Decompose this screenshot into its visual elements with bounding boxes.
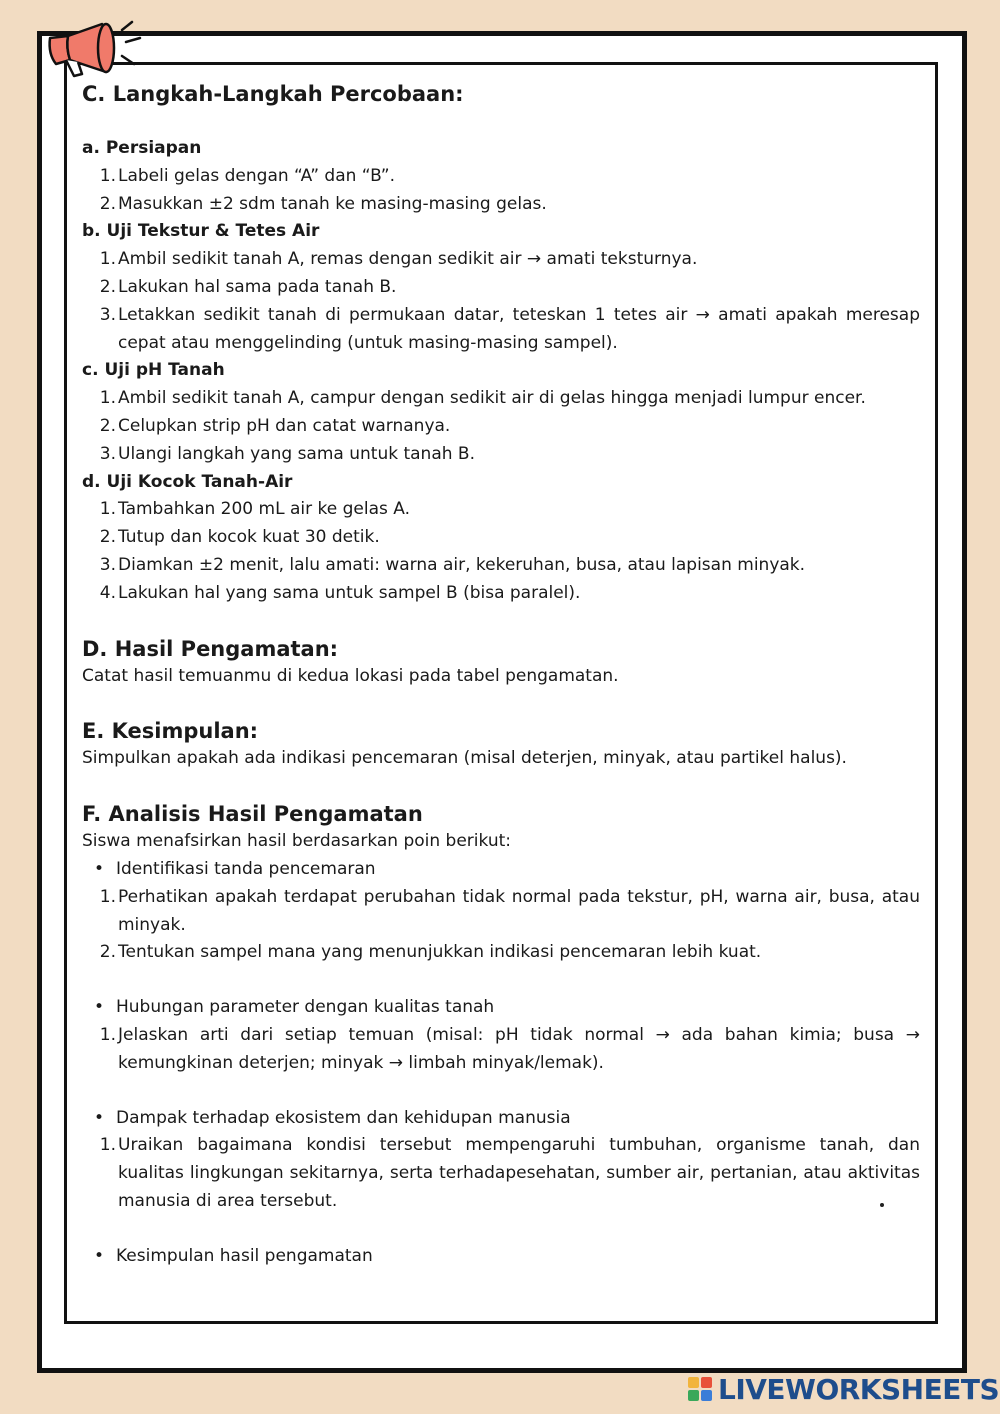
list-item: 2. Masukkan ±2 sdm tanah ke masing-masing gelas.: [99, 193, 547, 214]
list-item: 1. Uraikan bagaimana kondisi tersebut mempengaruhi tumbuhan, organisme tanah, dan kualitas lingkungan sekitarnya, serta terhadapesehatan, sumber air, pertanian, atau aktivitas manusia di area tersebut.: [99, 1135, 920, 1211]
section-f-title: F. Analisis Hasil Pengamatan: [82, 802, 423, 827]
section-f-intro: Siswa menafsirkan hasil berdasarkan poin berikut:: [82, 831, 512, 852]
list-item: 3. Ulangi langkah yang sama untuk tanah B.: [99, 443, 475, 464]
stray-dot: [880, 1203, 884, 1207]
subsection-b-title: b. Uji Tekstur & Tetes Air: [82, 221, 320, 242]
list-item: 1. Ambil sedikit tanah A, campur dengan sedikit air di gelas hingga menjadi lumpur encer.: [99, 388, 866, 409]
worksheet-content: [82, 80, 920, 1271]
section-c-title: C. Langkah-Langkah Percobaan:: [82, 82, 464, 106]
liveworksheets-logo[interactable]: [688, 1372, 999, 1406]
subsection-c-title: c. Uji pH Tanah: [82, 360, 225, 381]
list-item: 1. Jelaskan arti dari setiap temuan (misal: pH tidak normal → ada bahan kimia; busa → kemungkinan deterjen; minyak → limbah minyak/lemak).: [99, 1024, 920, 1073]
list-item: 1. Tambahkan 200 mL air ke gelas A.: [99, 499, 410, 520]
list-item: 4. Lakukan hal yang sama untuk sampel B (bisa paralel).: [99, 582, 581, 603]
list-item: 3. Diamkan ±2 menit, lalu amati: warna air, kekeruhan, busa, atau lapisan minyak.: [99, 554, 806, 575]
list-item: 3. Letakkan sedikit tanah di permukaan datar, teteskan 1 tetes air → amati apakah meresap cepat atau menggelinding (untuk masing-masing sampel).: [99, 304, 920, 353]
section-e-title: E. Kesimpulan:: [82, 719, 259, 744]
list-item: 2. Tutup dan kocok kuat 30 detik.: [99, 527, 380, 548]
list-item: 1. Labeli gelas dengan “A” dan “B”.: [99, 165, 396, 186]
bullet-item: • Hubungan parameter dengan kualitas tanah: [93, 997, 495, 1018]
list-item: 2. Lakukan hal sama pada tanah B.: [99, 276, 397, 297]
megaphone-icon: [40, 16, 152, 80]
list-item: 2. Celupkan strip pH dan catat warnanya.: [99, 415, 451, 436]
subsection-a-title: a. Persiapan: [82, 138, 202, 158]
bullet-item: • Kesimpulan hasil pengamatan: [93, 1245, 373, 1266]
section-d-text: Catat hasil temuanmu di kedua lokasi pada tabel pengamatan.: [82, 665, 619, 686]
logo-text: LIVEWORKSHEETS: [718, 1372, 1000, 1406]
bullet-item: • Identifikasi tanda pencemaran: [93, 858, 376, 879]
list-item: 2. Tentukan sampel mana yang menunjukkan indikasi pencemaran lebih kuat.: [99, 942, 762, 963]
section-e-text: Simpulkan apakah ada indikasi pencemaran (misal deterjen, minyak, atau partikel halus).: [82, 748, 847, 769]
subsection-d-title: d. Uji Kocok Tanah-Air: [82, 471, 293, 492]
logo-mark-icon: [688, 1377, 712, 1401]
bullet-item: • Dampak terhadap ekosistem dan kehidupan manusia: [93, 1107, 571, 1128]
section-d-title: D. Hasil Pengamatan:: [82, 636, 339, 661]
list-item: 1. Perhatikan apakah terdapat perubahan tidak normal pada tekstur, pH, warna air, busa, atau minyak.: [99, 886, 920, 935]
list-item: 1. Ambil sedikit tanah A, remas dengan sedikit air → amati teksturnya.: [99, 249, 698, 270]
